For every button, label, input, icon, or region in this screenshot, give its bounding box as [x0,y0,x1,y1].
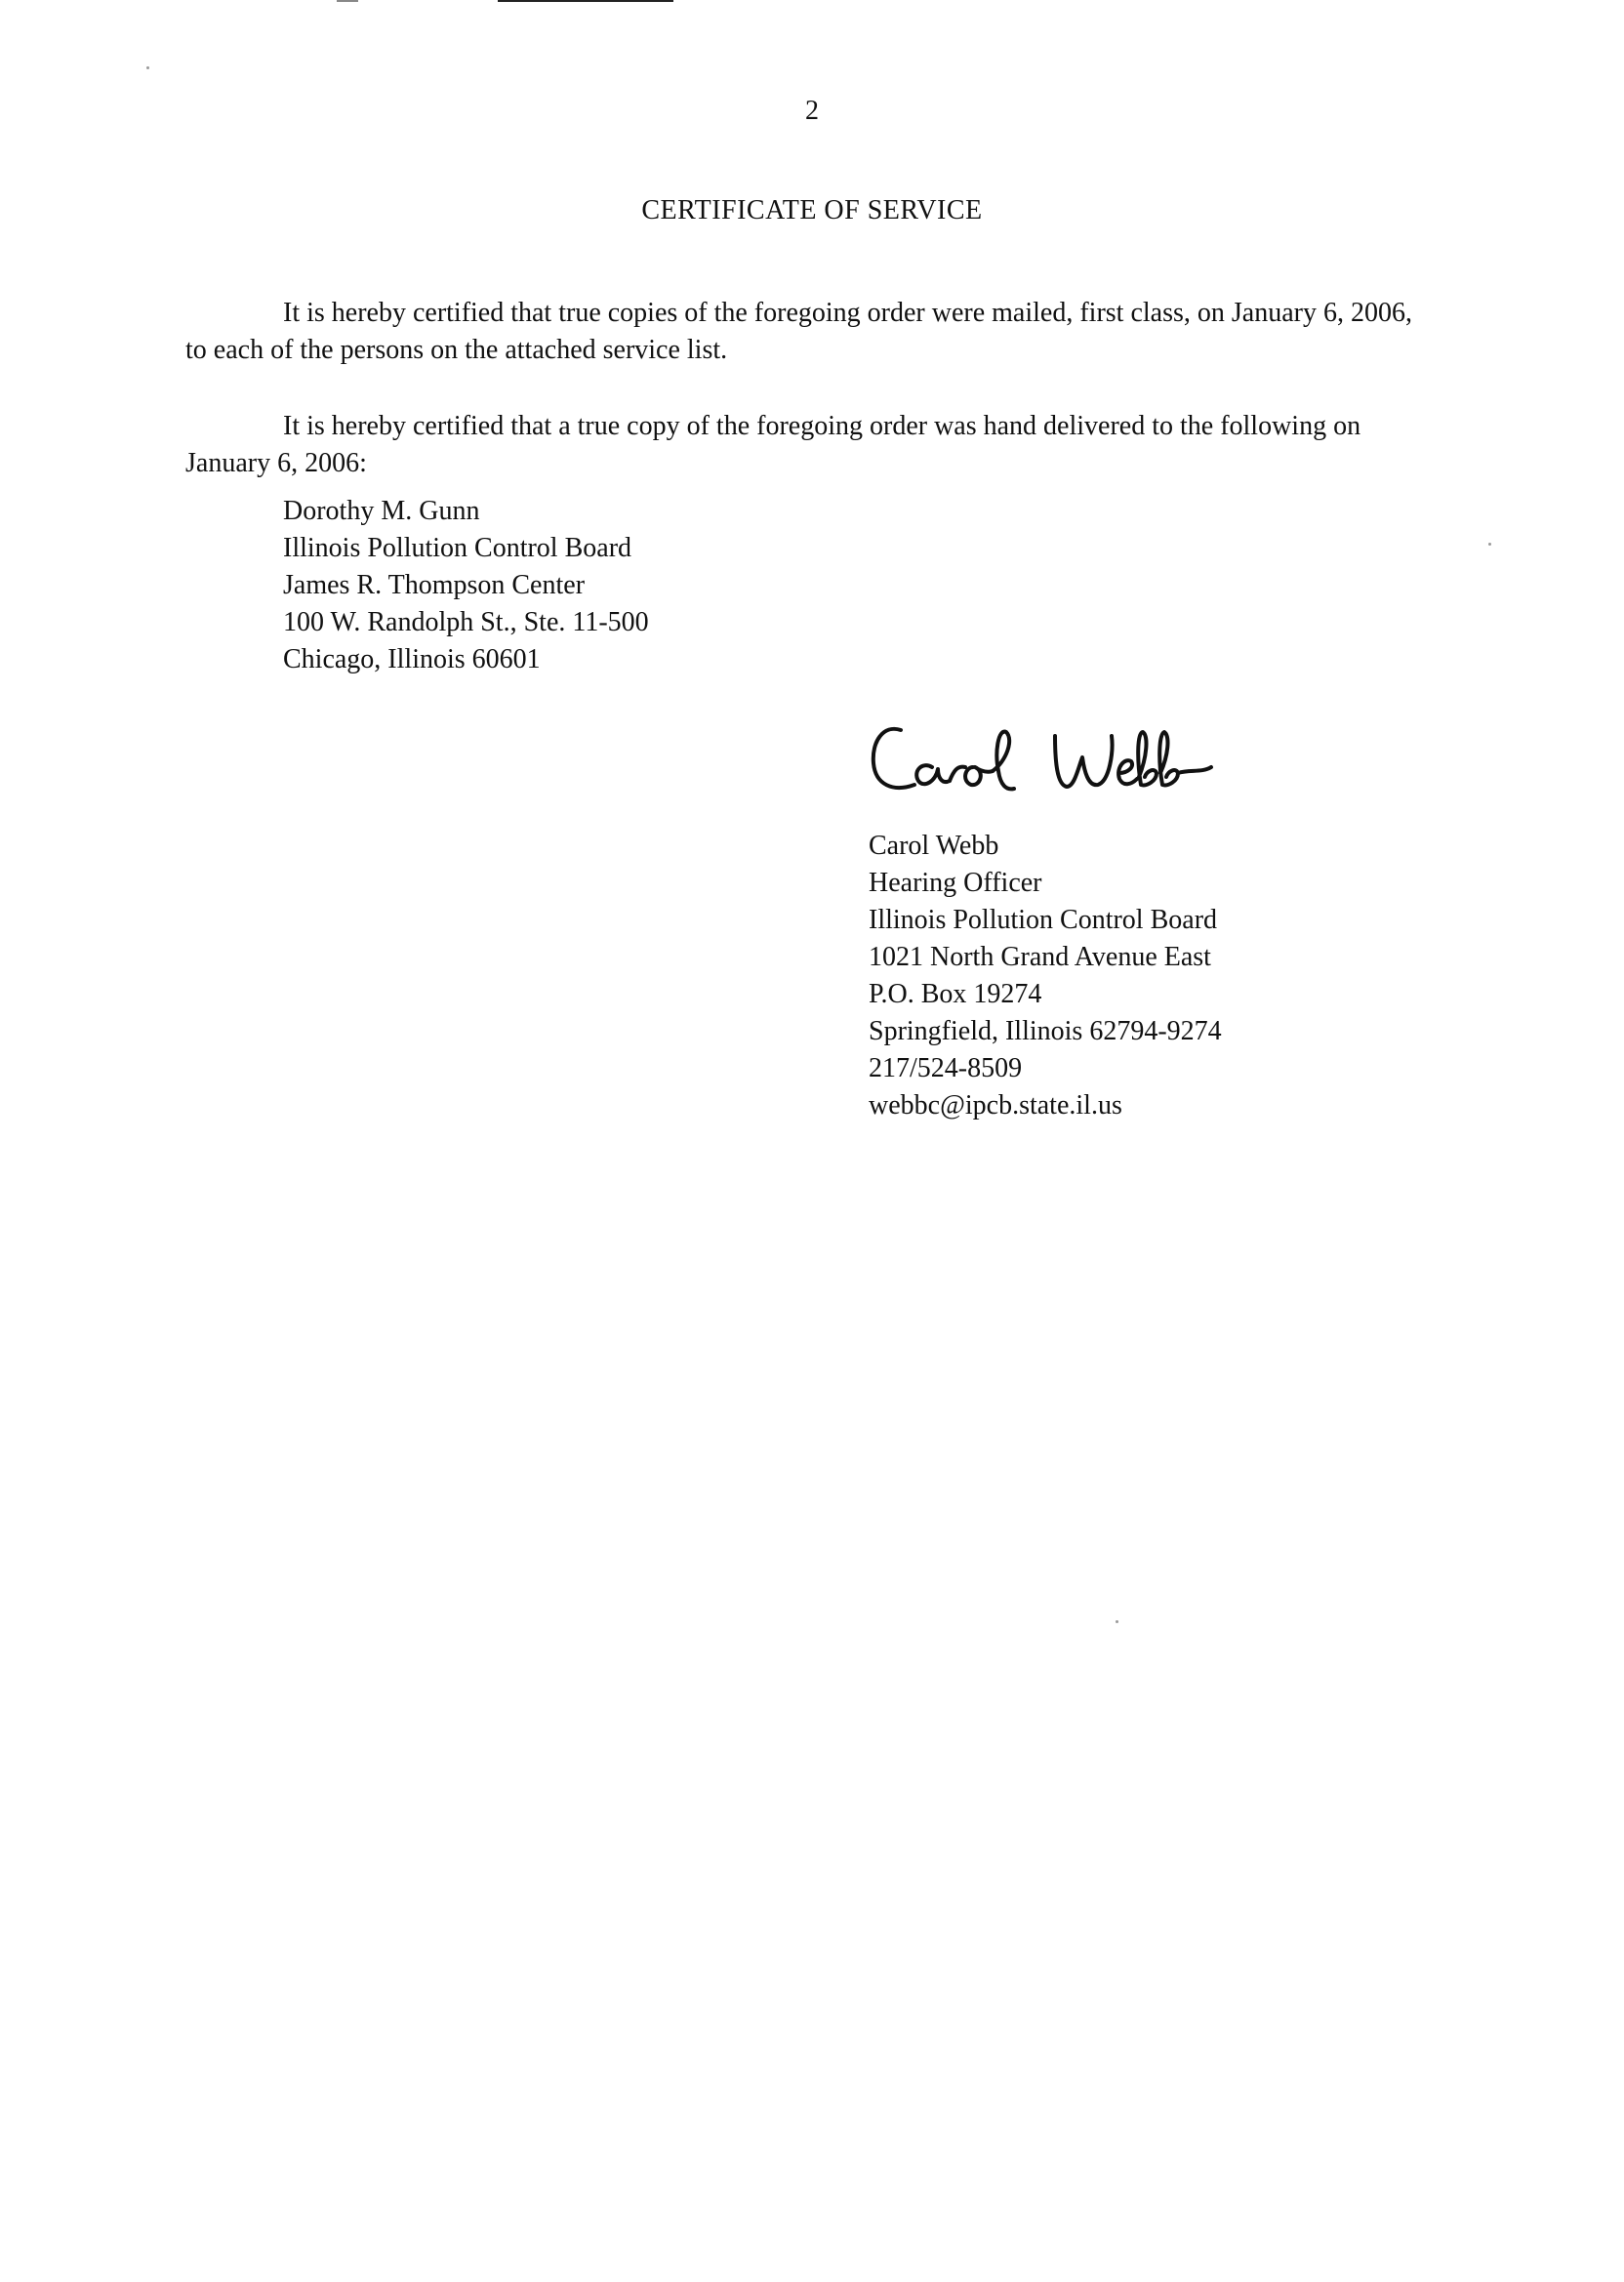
mailing-certification-paragraph: It is hereby certified that true copies of the foregoing order were mailed, first class, on January 6, 2006, to each of the persons on the attached service list. [185,298,1412,365]
signer-name: Carol Webb [869,831,999,861]
signer-po-box: P.O. Box 19274 [869,979,1042,1009]
recipient-organization: Illinois Pollution Control Board [283,533,632,563]
scan-artifact-mark [337,0,358,2]
certificate-heading: CERTIFICATE OF SERVICE [641,195,983,225]
signer-phone: 217/524-8509 [869,1053,1023,1083]
handwritten-signature [864,703,1235,810]
recipient-city: Chicago, Illinois 60601 [283,644,541,674]
recipient-name: Dorothy M. Gunn [283,496,480,526]
signer-title: Hearing Officer [869,868,1042,898]
hand-delivery-certification-paragraph: It is hereby certified that a true copy of the foregoing order was hand delivered to the following on January 6, 2006: [185,411,1361,478]
page-number: 2 [805,96,819,126]
signer-block [869,828,1222,1124]
signer-street: 1021 North Grand Avenue East [869,942,1211,972]
scan-speck [1488,543,1491,546]
signer-organization: Illinois Pollution Control Board [869,905,1218,935]
scan-speck [1116,1620,1118,1623]
signer-city: Springfield, Illinois 62794-9274 [869,1016,1222,1046]
signer-email: webbc@ipcb.state.il.us [869,1090,1122,1121]
scan-artifact-line [498,0,673,2]
scan-speck [146,66,149,69]
recipient-address-block [283,493,649,678]
recipient-building: James R. Thompson Center [283,570,586,600]
recipient-street: 100 W. Randolph St., Ste. 11-500 [283,607,649,637]
